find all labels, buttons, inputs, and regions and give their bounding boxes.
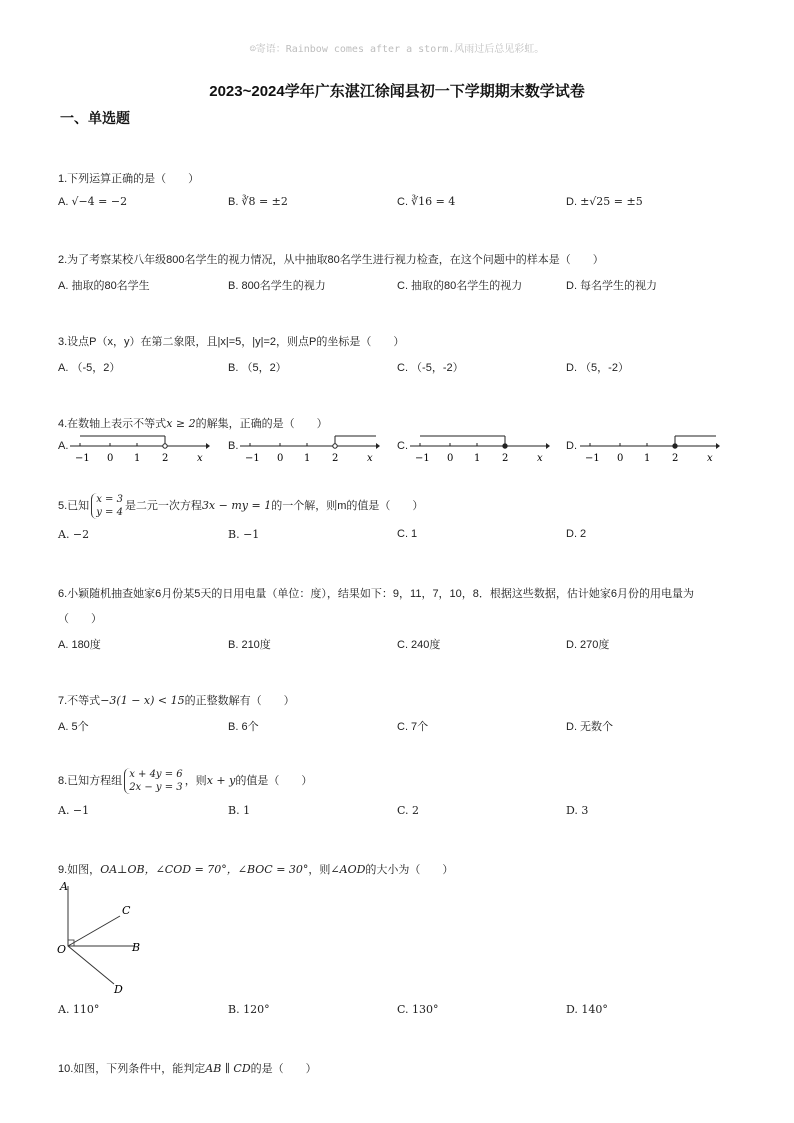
svg-text:2: 2 [162,453,169,464]
question-7-stem: 7.不等式−3(1 − x) < 15的正整数解有（ ） [58,694,295,707]
q4-option-b[interactable]: B. [228,440,239,452]
svg-text:x: x [707,453,713,464]
question-8-stem: 8.已知方程组x + 4y = 6 2x − y = 3，则x + y的值是（ ） [58,769,313,793]
watermark: ☺寄语：Rainbow comes after a storm.风雨过后总见彩虹。 [249,44,545,55]
q6-option-b[interactable]: B. 210度 [228,639,271,651]
svg-text:1: 1 [134,453,141,464]
svg-text:−1: −1 [245,453,260,464]
q3-option-a[interactable]: A. （-5，2） [58,362,121,374]
q1-option-b[interactable]: B. ∛8 = ±2 [228,195,288,208]
svg-text:O: O [57,943,67,956]
page-title: 2023~2024学年广东湛江徐闻县初一下学期期末数学试卷 [209,83,585,100]
svg-text:x: x [197,453,203,464]
svg-text:0: 0 [617,453,624,464]
q3-option-b[interactable]: B. （5，2） [228,362,287,374]
q7-option-d[interactable]: D. 无数个 [566,721,614,733]
svg-text:x: x [537,453,543,464]
svg-text:1: 1 [304,453,311,464]
svg-text:−1: −1 [75,453,90,464]
q9-option-b[interactable]: B. 120° [228,1003,270,1016]
question-2-stem: 2.为了考察某校八年级800名学生的视力情况，从中抽取80名学生进行视力检查，在这个问题中的样本是（ ） [58,254,604,266]
svg-text:B: B [132,941,141,954]
svg-text:−1: −1 [415,453,430,464]
q7-option-b[interactable]: B. 6个 [228,721,259,733]
svg-text:0: 0 [447,453,454,464]
q5-option-b[interactable]: B. −1 [228,528,260,541]
svg-text:0: 0 [277,453,284,464]
q9-option-a[interactable]: A. 110° [58,1003,100,1016]
q8-option-c[interactable]: C. 2 [397,804,420,817]
q1-option-a[interactable]: A. √−4 = −2 [58,195,128,208]
q7-option-a[interactable]: A. 5个 [58,721,89,733]
svg-text:x: x [367,453,373,464]
q8-option-b[interactable]: B. 1 [228,804,251,817]
q2-option-a[interactable]: A. 抽取的80名学生 [58,280,150,292]
q1-option-d[interactable]: D. ±√25 = ±5 [566,195,643,208]
q6-option-a[interactable]: A. 180度 [58,639,101,651]
svg-text:1: 1 [474,453,481,464]
q2-option-b[interactable]: B. 800名学生的视力 [228,280,326,292]
question-1-stem: 1.下列运算正确的是（ ） [58,173,200,185]
q4-option-c[interactable]: C. [397,440,408,452]
question-10-stem: 10.如图，下列条件中，能判定AB ∥ CD的是（ ） [58,1062,317,1075]
q4-option-a[interactable]: A. [58,440,69,452]
svg-text:1: 1 [644,453,651,464]
svg-text:0: 0 [107,453,114,464]
q5-option-c[interactable]: C. 1 [397,528,418,540]
question-4-stem: 4.在数轴上表示不等式x ≥ 2的解集，正确的是（ ） [58,417,328,430]
svg-text:A: A [60,880,68,893]
svg-text:2: 2 [502,453,509,464]
svg-text:2: 2 [332,453,339,464]
question-3-stem: 3.设点P（x，y）在第二象限，且|x|=5，|y|=2，则点P的坐标是（ ） [58,336,405,348]
q4-numberline-c [410,430,550,466]
q9-option-d[interactable]: D. 140° [566,1003,608,1016]
q4-numberline-a [70,430,210,466]
q3-option-d[interactable]: D. （5，-2） [566,362,629,374]
q8-equation-system: x + 4y = 6 2x − y = 3 [124,768,183,794]
q8-option-a[interactable]: A. −1 [58,804,90,817]
svg-text:2: 2 [672,453,679,464]
q2-option-d[interactable]: D. 每名学生的视力 [566,280,658,292]
q4-numberline-b [240,430,380,466]
q3-option-c[interactable]: C. （-5，-2） [397,362,464,374]
svg-text:C: C [122,904,131,917]
q5-option-a[interactable]: A. −2 [58,528,90,541]
q4-option-d[interactable]: D. [566,440,577,452]
question-9-stem: 9.如图，OA⊥OB，∠COD = 70°，∠BOC = 30°，则∠AOD的大小为（ ） [58,863,454,876]
section-heading: 一、单选题 [60,111,130,127]
q5-option-d[interactable]: D. 2 [566,528,587,540]
q9-option-c[interactable]: C. 130° [397,1003,439,1016]
q6-option-c[interactable]: C. 240度 [397,639,441,651]
q7-option-c[interactable]: C. 7个 [397,721,429,733]
svg-text:−1: −1 [585,453,600,464]
question-5-stem: 5.已知x = 3 y = 4是二元一次方程3x − my = 1的一个解，则m的值是（ ） [58,494,424,518]
question-6-stem-cont: （ ） [58,613,102,625]
question-6-stem: 6.小颖随机抽查她家6月份某5天的日用电量（单位：度），结果如下：9，11，7，10，8．根据这些数据，估计她家6月份的用电量为 [58,588,695,600]
q2-option-c[interactable]: C. 抽取的80名学生的视力 [397,280,523,292]
q1-option-c[interactable]: C. ∛16 = 4 [397,195,456,208]
q9-angle-diagram [52,878,162,998]
svg-text:D: D [114,983,123,996]
q5-equation-system: x = 3 y = 4 [91,493,123,519]
q8-option-d[interactable]: D. 3 [566,804,589,817]
q4-numberline-d [580,430,720,466]
q6-option-d[interactable]: D. 270度 [566,639,610,651]
